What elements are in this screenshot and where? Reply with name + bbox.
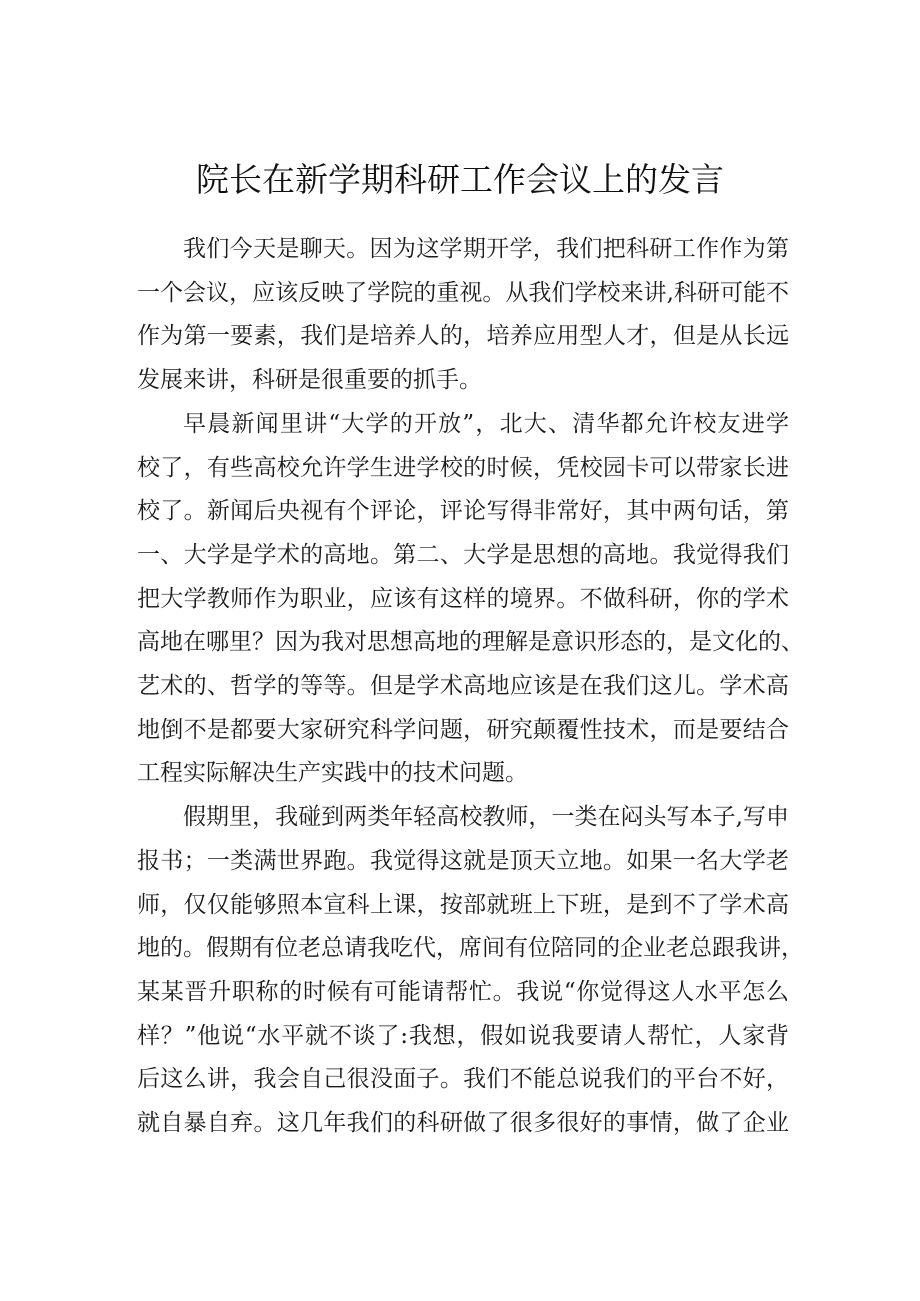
text-line: 工程实际解决生产实践中的技术问题。 bbox=[137, 760, 528, 787]
text-line: 就自暴自弃。这几年我们的科研做了很多很好的事情，做了企业 bbox=[137, 1110, 789, 1137]
text-line: 作为第一要素，我们是培养人的，培养应用型人才，但是从长远 bbox=[137, 323, 789, 350]
text-line: 样？”他说“水平就不谈了:我想，假如说我要请人帮忙，人家背 bbox=[137, 1022, 789, 1049]
text-line: 后这么讲，我会自己很没面子。我们不能总说我们的平台不好， bbox=[137, 1066, 789, 1093]
paragraph bbox=[137, 403, 804, 796]
text-line: 早晨新闻里讲“大学的开放”，北大、清华都允许校友进学 bbox=[183, 410, 789, 437]
text-line: 假期里，我碰到两类年轻高校教师，一类在闷头写本子,写申 bbox=[183, 804, 789, 831]
text-line: 地的。假期有位老总请我吃代，席间有位陪同的企业老总跟我讲， bbox=[137, 935, 804, 962]
text-line: 某某晋升职称的时候有可能请帮忙。我说“你觉得这人水平怎么 bbox=[137, 978, 789, 1005]
paragraph bbox=[137, 796, 804, 1146]
text-line: 艺术的、哲学的等等。但是学术高地应该是在我们这儿。学术高 bbox=[137, 673, 789, 700]
document-title: 院长在新学期科研工作会议上的发言 bbox=[196, 160, 724, 199]
text-line: 一、大学是学术的高地。第二、大学是思想的高地。我觉得我们 bbox=[137, 541, 789, 568]
text-line: 师，仅仅能够照本宣科上课，按部就班上下班，是到不了学术高 bbox=[137, 891, 789, 918]
paragraph bbox=[137, 228, 789, 403]
document-body bbox=[137, 228, 804, 1146]
text-line: 报书；一类满世界跑。我觉得这就是顶天立地。如果一名大学老 bbox=[137, 847, 789, 874]
text-line: 地倒不是都要大家研究科学问题，研究颠覆性技术，而是要结合 bbox=[137, 716, 789, 743]
text-line: 高地在哪里？因为我对思想高地的理解是意识形态的，是文化的、 bbox=[137, 629, 804, 656]
text-line: 发展来讲，科研是很重要的抓手。 bbox=[137, 367, 482, 394]
text-line: 把大学教师作为职业，应该有这样的境界。不做科研，你的学术 bbox=[137, 585, 789, 612]
text-line: 校了，有些高校允许学生进学校的时候，凭校园卡可以带家长进 bbox=[137, 454, 789, 481]
text-line: 一个会议，应该反映了学院的重视。从我们学校来讲,科研可能不 bbox=[137, 279, 789, 306]
text-line: 我们今天是聊天。因为这学期开学，我们把科研工作作为第 bbox=[183, 236, 789, 262]
text-line: 校了。新闻后央视有个评论，评论写得非常好，其中两句话，第 bbox=[137, 498, 789, 525]
